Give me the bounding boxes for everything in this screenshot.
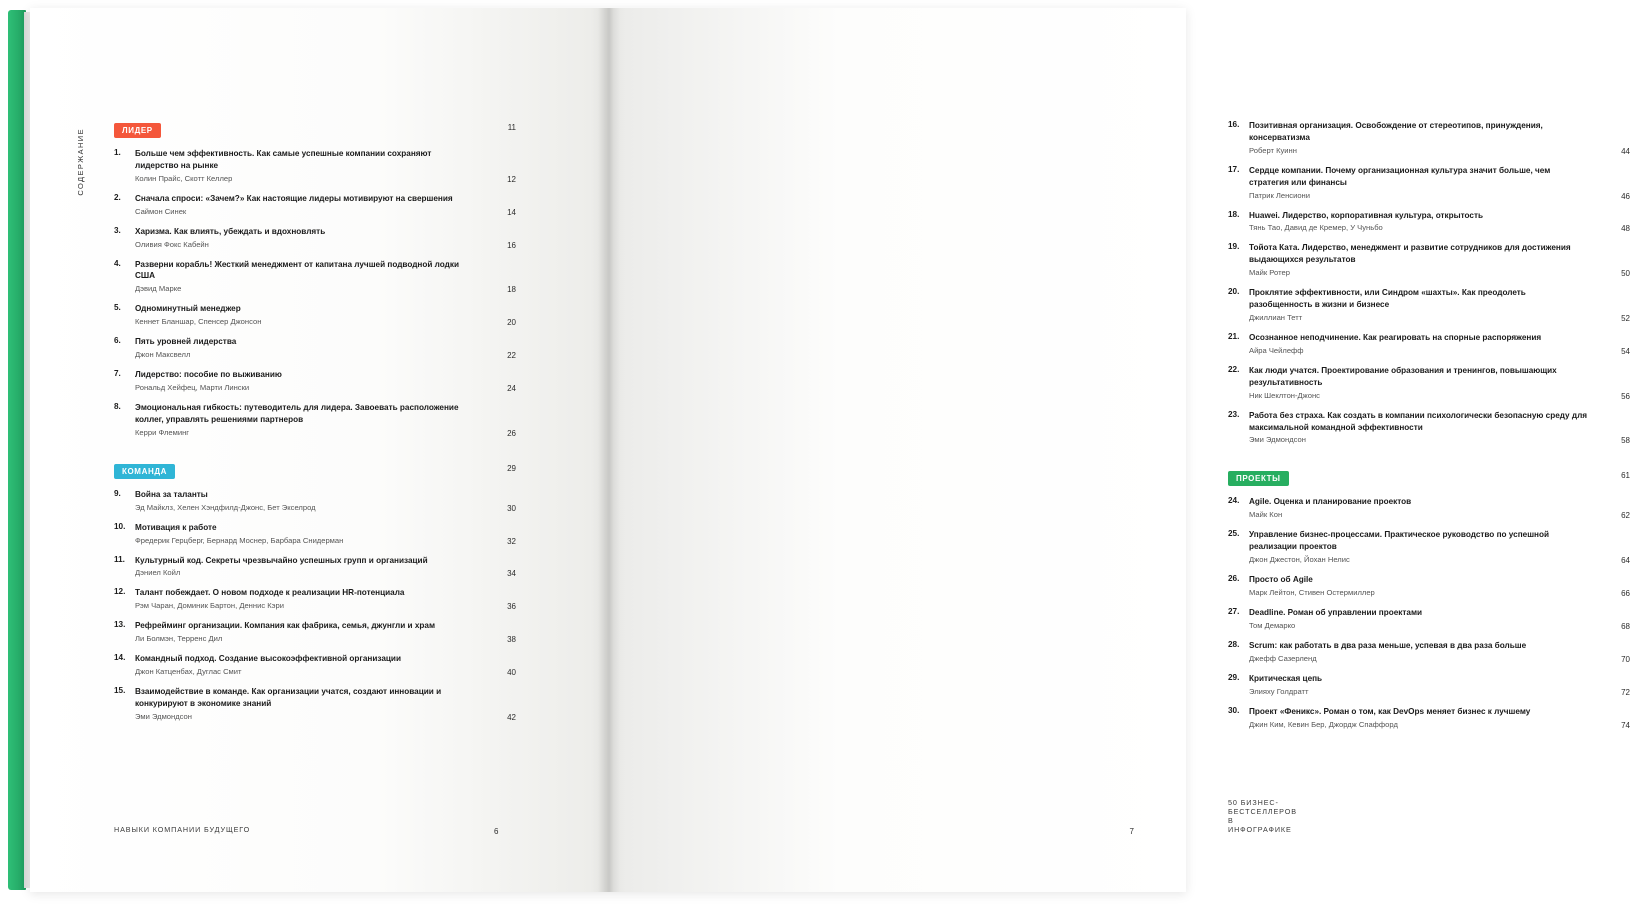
toc-entry-number: 30.	[1228, 705, 1240, 715]
toc-entry-number: 11.	[114, 554, 125, 564]
toc-entry	[114, 521, 516, 546]
toc-entry	[114, 653, 516, 678]
open-book-spread	[30, 8, 1630, 892]
toc-entry	[1228, 705, 1630, 730]
left-page-number: 6	[494, 827, 499, 836]
toc-entry-number: 22.	[1228, 364, 1240, 374]
toc-entry-number: 1.	[114, 148, 121, 157]
toc-entry-number: 23.	[1228, 409, 1240, 419]
toc-entry-authors: Джефф Сазерленд	[1249, 653, 1317, 663]
toc-entry-title: Разверни корабль! Жесткий менеджмент от капитана лучшей подводной лодки США	[135, 259, 459, 281]
toc-entry-authors: Айра Чейлефф	[1249, 345, 1304, 355]
toc-entry	[1228, 672, 1630, 697]
toc-entry-title: Проклятие эффективности, или Синдром «шахты». Как преодолеть разобщенность в жизни и бизнесе	[1249, 288, 1526, 310]
toc-entry-number: 19.	[1228, 242, 1240, 252]
contents-vertical-label: СОДЕРЖАНИЕ	[76, 128, 85, 196]
toc-entry-page-number: 56	[1621, 391, 1630, 401]
toc-entry-authors: Том Демарко	[1249, 620, 1296, 630]
right-page-contents-column	[1228, 120, 1630, 739]
toc-entry-number: 9.	[114, 488, 121, 498]
toc-entry-title: Харизма. Как влиять, убеждать и вдохновлять	[135, 226, 326, 236]
toc-entry-number: 18.	[1228, 209, 1240, 219]
toc-entry-page-number: 52	[1621, 314, 1630, 324]
toc-entry	[114, 686, 516, 722]
toc-entry	[114, 225, 516, 250]
toc-entry-title: Критическая цепь	[1249, 673, 1323, 683]
toc-entry-page-number: 36	[507, 602, 516, 612]
toc-entry	[1228, 164, 1630, 201]
toc-entry-page-number: 14	[507, 207, 516, 217]
toc-entry-page-number: 38	[507, 635, 516, 645]
toc-entry-page-number: 34	[507, 569, 516, 579]
toc-entry	[114, 303, 516, 328]
right-page	[608, 8, 1630, 892]
section-tag-1: ПРОЕКТЫ	[1228, 471, 1289, 486]
toc-entry	[1228, 607, 1630, 631]
toc-entry-number: 29.	[1228, 672, 1240, 682]
toc-entry-title: Мотивация к работе	[135, 522, 217, 532]
toc-entry-page-number: 72	[1621, 687, 1630, 697]
toc-entry-title: Взаимодействие в команде. Как организации учатся, создают инновации и конкурируют в экономике знаний	[135, 687, 442, 709]
section-header	[114, 120, 516, 138]
toc-entry-number: 7.	[114, 369, 121, 379]
toc-entry-page-number: 26	[507, 428, 516, 438]
toc-entry-page-number: 46	[1621, 191, 1630, 201]
right-page-running-footer: 50 БИЗНЕС-БЕСТСЕЛЛЕРОВ В ИНФОГРАФИКЕ	[1228, 798, 1297, 834]
toc-entry-authors: Элияху Голдратт	[1249, 686, 1309, 696]
toc-entry-title: Позитивная организация. Освобождение от стереотипов, принуждения, консерватизма	[1249, 121, 1543, 142]
section-header	[114, 461, 516, 479]
section-tag-1: КОМАНДА	[114, 464, 175, 479]
toc-entry-page-number: 30	[507, 503, 516, 513]
toc-entry-title: Талант побеждает. О новом подходе к реализации HR-потенциала	[135, 588, 405, 598]
toc-entry-authors: Джин Ким, Кевин Бер, Джордж Спаффорд	[1249, 719, 1398, 729]
toc-entry-page-number: 64	[1621, 556, 1630, 566]
toc-entry-page-number: 68	[1621, 621, 1630, 631]
toc-entry-number: 24.	[1228, 496, 1240, 506]
toc-entry	[1228, 409, 1630, 446]
toc-entry-title: Война за таланты	[135, 489, 208, 499]
toc-entry-page-number: 16	[507, 240, 516, 250]
toc-entry-number: 3.	[114, 225, 121, 235]
toc-entry-title: Управление бизнес-процессами. Практическое руководство по успешной реализации проектов	[1249, 530, 1550, 552]
left-page-contents-column	[114, 120, 516, 731]
toc-entry-page-number: 42	[507, 712, 516, 722]
toc-entry-title: Эмоциональная гибкость: путеводитель для лидера. Завоевать расположение коллег, управлять решениями партнеров	[135, 403, 459, 424]
toc-entry-page-number: 40	[507, 668, 516, 678]
toc-entry-authors: Рональд Хейфец, Марти Лински	[135, 383, 250, 393]
toc-entry	[114, 402, 516, 438]
toc-entry-authors: Кеннет Бланшар, Спенсер Джонсон	[135, 317, 262, 327]
toc-entry-number: 21.	[1228, 332, 1240, 342]
toc-entry-authors: Джон Джестон, Йохан Нелис	[1249, 555, 1350, 565]
toc-entry	[114, 620, 516, 645]
toc-entry-page-number: 48	[1621, 224, 1630, 234]
toc-entry-number: 20.	[1228, 287, 1240, 297]
toc-entry-title: Agile. Оценка и планирование проектов	[1249, 497, 1412, 507]
section-spacer	[1228, 454, 1588, 468]
section-header	[1228, 468, 1630, 486]
toc-entry-authors: Фредерик Герцберг, Бернард Моснер, Барбара Снидерман	[135, 535, 344, 545]
toc-entry-authors: Джиллиан Тетт	[1249, 313, 1303, 323]
toc-entry	[1228, 574, 1630, 599]
toc-entry-number: 15.	[114, 686, 126, 696]
toc-entry-page-number: 50	[1621, 269, 1630, 279]
toc-entry	[1228, 242, 1630, 279]
section-page-number: 29	[507, 463, 516, 473]
toc-entry-authors: Колин Прайс, Скотт Келлер	[135, 173, 233, 183]
toc-entry-authors: Тянь Тао, Давид де Кремер, У Чуньбо	[1249, 223, 1383, 233]
toc-entry-authors: Роберт Куинн	[1249, 145, 1297, 155]
toc-entry	[1228, 496, 1630, 521]
toc-entry	[1228, 639, 1630, 664]
toc-entry-authors: Ник Шеклтон-Джонс	[1249, 390, 1320, 400]
toc-entry-page-number: 18	[507, 285, 516, 295]
toc-entry-page-number: 66	[1621, 589, 1630, 599]
toc-entry-number: 12.	[114, 587, 126, 597]
toc-entry-number: 5.	[114, 303, 121, 313]
toc-entry-number: 27.	[1228, 607, 1240, 617]
toc-entry-title: Рефрейминг организации. Компания как фабрика, семья, джунгли и храм	[135, 621, 436, 631]
toc-entry-authors: Джон Максвелл	[135, 350, 191, 360]
toc-entry-number: 16.	[1228, 120, 1240, 129]
toc-entry	[1228, 529, 1630, 566]
section-spacer	[114, 447, 474, 461]
left-page	[30, 8, 608, 892]
toc-entry-authors: Ли Болмэн, Терренс Дил	[135, 634, 223, 644]
toc-entry	[1228, 209, 1630, 234]
toc-entry-authors: Джон Катценбах, Дуглас Смит	[135, 667, 242, 677]
toc-entry-number: 14.	[114, 653, 126, 663]
toc-entry-number: 8.	[114, 402, 121, 412]
toc-entry-page-number: 22	[507, 351, 516, 361]
toc-entry	[114, 336, 516, 361]
toc-entry-authors: Эд Майклз, Хелен Хэндфилд-Джонс, Бет Экселрод	[135, 502, 316, 512]
section-page-number: 61	[1621, 471, 1630, 481]
toc-entry	[1228, 287, 1630, 324]
toc-entry-page-number: 54	[1621, 346, 1630, 356]
toc-entry-authors: Майк Ротер	[1249, 268, 1290, 278]
toc-entry-title: Сначала спроси: «Зачем?» Как настоящие лидеры мотивируют на свершения	[135, 193, 453, 203]
toc-entry-title: Huawei. Лидерство, корпоративная культура, открытость	[1249, 210, 1484, 220]
toc-entry-title: Deadline. Роман об управлении проектами	[1249, 608, 1423, 618]
toc-entry	[1228, 120, 1630, 156]
toc-entry-number: 2.	[114, 192, 121, 202]
toc-entry-authors: Эми Эдмондсон	[135, 711, 192, 721]
toc-entry-authors: Патрик Ленсиони	[1249, 190, 1310, 200]
toc-entry-title: Scrum: как работать в два раза меньше, успевая в два раза больше	[1249, 640, 1527, 650]
toc-entry-title: Лидерство: пособие по выживанию	[135, 370, 282, 380]
toc-entry-title: Проект «Феникс». Роман о том, как DevOps меняет бизнес к лучшему	[1249, 706, 1531, 716]
toc-entry-authors: Дэвид Марке	[135, 284, 182, 294]
toc-entry-title: Тойота Ката. Лидерство, менеджмент и развитие сотрудников для достижения выдающихся результатов	[1249, 243, 1571, 265]
toc-entry-authors: Эми Эдмондсон	[1249, 435, 1306, 445]
toc-entry-authors: Майк Кон	[1249, 510, 1283, 520]
toc-entry	[114, 488, 516, 513]
toc-entry-page-number: 58	[1621, 436, 1630, 446]
toc-entry-number: 13.	[114, 620, 126, 630]
toc-entry	[114, 587, 516, 612]
toc-entry	[1228, 364, 1630, 401]
toc-entry-title: Командный подход. Создание высокоэффективной организации	[135, 654, 401, 664]
toc-entry-title: Сердце компании. Почему организационная культура значит больше, чем стратегия или финансы	[1249, 165, 1551, 187]
toc-entry-number: 28.	[1228, 639, 1240, 649]
toc-entry-authors: Керри Флеминг	[135, 427, 190, 437]
toc-entry-title: Пять уровней лидерства	[135, 337, 237, 347]
toc-entry-number: 25.	[1228, 529, 1240, 539]
toc-entry-title: Культурный код. Секреты чрезвычайно успешных групп и организаций	[135, 555, 428, 565]
toc-entry	[114, 369, 516, 394]
left-page-running-footer: НАВЫКИ КОМПАНИИ БУДУЩЕГО	[114, 825, 251, 834]
toc-entry-number: 6.	[114, 336, 121, 346]
toc-entry-title: Как люди учатся. Проектирование образования и тренингов, повышающих результативность	[1249, 365, 1557, 387]
toc-entry-title: Осознанное неподчинение. Как реагировать на спорные распоряжения	[1249, 333, 1542, 343]
section-tag-0: ЛИДЕР	[114, 123, 161, 138]
toc-entry-page-number: 70	[1621, 654, 1630, 664]
toc-entry	[114, 554, 516, 579]
toc-entry-number: 17.	[1228, 164, 1240, 174]
toc-entry-authors: Саймон Синек	[135, 206, 187, 216]
toc-entry	[114, 148, 516, 184]
section-page-number: 11	[507, 123, 516, 132]
toc-entry-authors: Дэниел Койл	[135, 568, 181, 578]
toc-entry	[114, 192, 516, 217]
toc-entry-authors: Рэм Чаран, Доминик Бартон, Деннис Кэри	[135, 601, 284, 611]
toc-entry-title: Просто об Agile	[1249, 575, 1313, 585]
toc-entry-title: Больше чем эффективность. Как самые успешные компании сохраняют лидерство на рынке	[135, 149, 432, 170]
toc-entry-page-number: 32	[507, 536, 516, 546]
toc-entry-number: 10.	[114, 521, 126, 531]
toc-entry	[114, 258, 516, 295]
toc-entry-page-number: 12	[507, 174, 516, 184]
toc-entry-authors: Оливия Фокс Кабейн	[135, 239, 209, 249]
toc-entry-page-number: 24	[507, 384, 516, 394]
toc-entry-page-number: 44	[1621, 146, 1630, 156]
toc-entry-page-number: 20	[507, 318, 516, 328]
toc-entry-title: Одноминутный менеджер	[135, 304, 241, 314]
toc-entry-page-number: 74	[1621, 720, 1630, 730]
toc-entry-page-number: 62	[1621, 511, 1630, 521]
toc-entry	[1228, 332, 1630, 356]
toc-entry-title: Работа без страха. Как создать в компании психологически безопасную среду для максимальной командной эффективности	[1249, 410, 1588, 432]
toc-entry-number: 4.	[114, 258, 121, 268]
right-page-number: 7	[1129, 827, 1134, 836]
toc-entry-authors: Марк Лейтон, Стивен Остермиллер	[1249, 588, 1375, 598]
toc-entry-number: 26.	[1228, 574, 1240, 584]
